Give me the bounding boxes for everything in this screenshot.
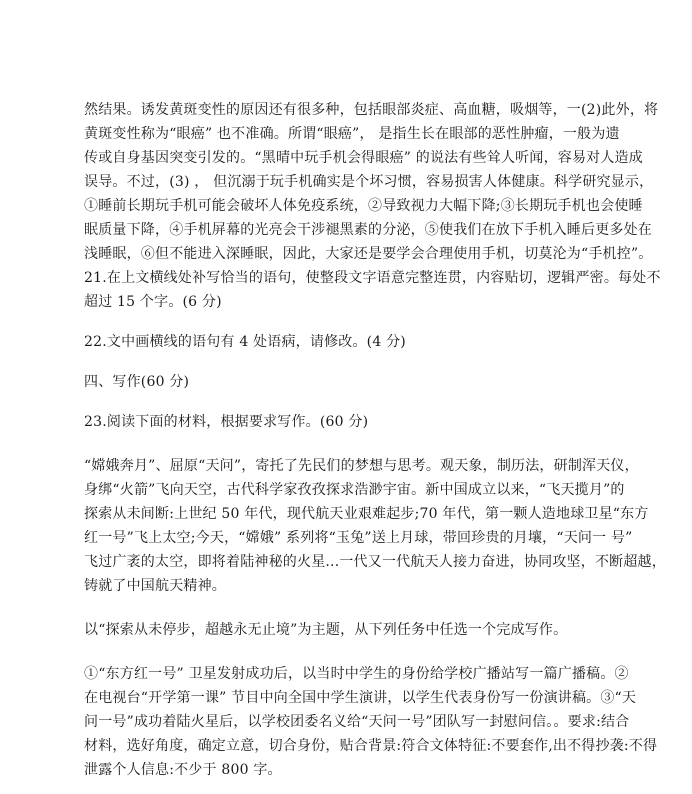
question-21 [84,266,664,314]
task-line: ①“东方红一号” 卫星发射成功后，以当时中学生的身份给学校广播站写一篇广播稿。② [84,666,629,682]
material-line: 探索从未间断:上世纪 50 年代，现代航天业艰难起步;70 年代，第一颗人造地球卫星“东方 [84,506,649,522]
question-21-line: 21.在上文横线处补写恰当的语句，使整段文字语意完整连贯，内容贴切，逻辑严密。每处不 [84,270,661,286]
passage-line: 黄斑变性称为“眼癌” 也不准确。所谓“眼癌”， 是指生长在眼部的恶性肿瘤，一般为遗 [84,126,620,142]
section-heading-writing: 四、写作(60 分) [84,374,190,390]
task-line: 在电视台“开学第一课” 节目中向全国中学生演讲，以学生代表身份写一份演讲稿。③“天 [84,690,637,706]
passage-line: 然结果。诱发黄斑变性的原因还有很多种，包括眼部炎症、高血糖，吸烟等，一(2)此外，将 [84,102,659,118]
material-line: “嫦娥奔月”、屈原“天问”，寄托了先民们的梦想与思考。观天象，制历法，研制浑天仪， [84,458,639,474]
passage-line: 误导。不过，(3) ， 但沉溺于玩手机确实是个坏习惯，容易损害人体健康。科学研究显示， [84,174,654,190]
passage-paragraph [84,98,664,266]
task-line: 问一号”成功着陆火星后，以学校团委名义给“天问一号”团队写一封慰问信。。要求:结合 [84,714,630,730]
task-line: 泄露个人信息:不少于 800 字。 [84,762,282,778]
material-line: 红一号”飞上太空;今天，“嫦娥” 系列将“玉兔”送上月球，带回珍贵的月壤，“天问一 号” [84,530,633,546]
material-line: 飞过广袤的太空，即将着陆神秘的火星...一代又一代航天人接力奋进，协同攻坚，不断超越， [84,554,666,570]
passage-line: ①睡前长期玩手机可能会破坏人体免疫系统，②导致视力大幅下降;③长期玩手机也会使睡 [84,198,643,214]
writing-tasks [84,662,664,782]
material-line: 铸就了中国航天精神。 [84,578,226,594]
task-line: 材料，选好角度，确定立意，切合身份，贴合背景:符合文体特征:不要套作,出不得抄袭:不得 [84,738,658,754]
question-23: 23.阅读下面的材料，根据要求写作。(60 分) [84,414,369,430]
passage-line: 传或自身基因突变引发的。“黑晴中玩手机会得眼癌” 的说法有些耸人听闻，容易对人造成 [84,150,643,166]
material-line: 身绑“火箭”飞向天空，古代科学家孜孜探求浩渺宇宙。新中国成立以来，“飞天揽月”的 [84,482,625,498]
passage-line: 浅睡眠，⑥但不能进入深睡眠，因此，大家还是要学会合理使用手机，切莫沦为“手机控”。 [84,246,653,262]
question-21-line: 超过 15 个字。(6 分) [84,294,222,310]
passage-line: 眠质量下降，④手机屏幕的光亮会干涉褪黑素的分泌，⑤使我们在放下手机入睡后更多处在 [84,222,652,238]
theme-instruction: 以“探索从未停步，超越永无止境”为主题，从下列任务中任选一个完成写作。 [84,622,568,638]
material-paragraph [84,454,664,598]
question-22: 22.文中画横线的语句有 4 处语病，请修改。(4 分) [84,334,406,350]
document-page [84,98,664,782]
